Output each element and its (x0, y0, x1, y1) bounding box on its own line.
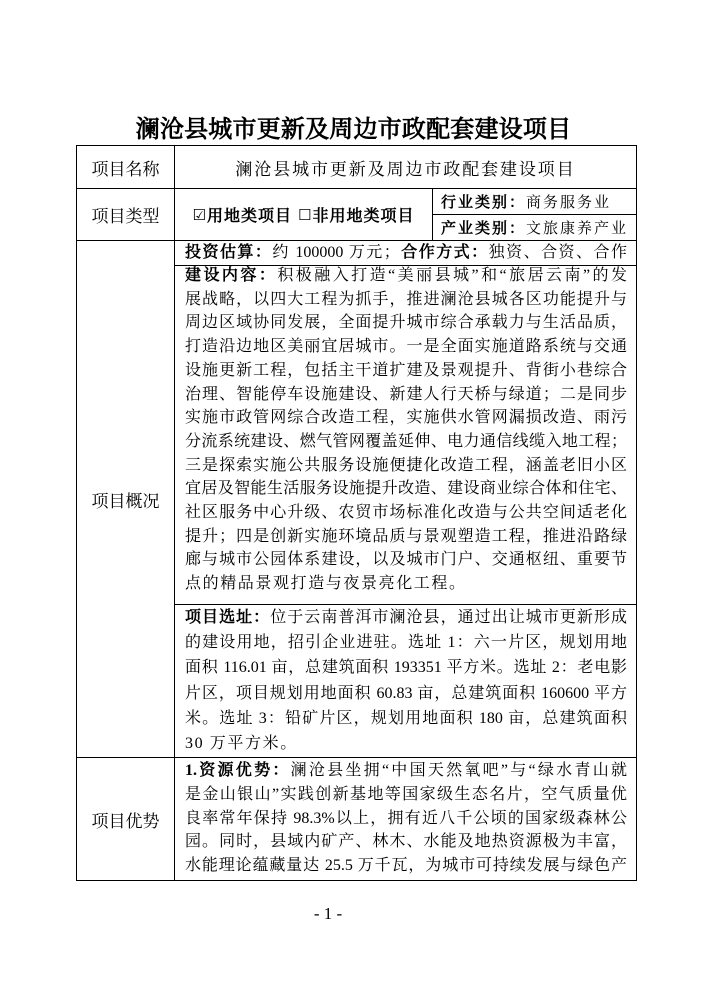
construction-line: 廊与城市公园体系建设，以及城市门户、交通枢纽、重要节 (185, 551, 627, 569)
investment-label: 投资估算： (185, 244, 273, 261)
advantages-line: 园。同时，县域内矿产、林木、水能及地热资源极为丰富， (185, 833, 627, 851)
cooperation-value: 独资、合资、合作 (488, 244, 627, 261)
site-cell (175, 605, 636, 757)
construction-line: 实施市政管网综合改造工程，实施供水管网漏损改造、雨污 (185, 409, 627, 427)
advantages-line: 良率常年保持 98.3%以上，拥有近八千公顷的国家级森林公 (185, 809, 627, 827)
site-line: 米。选址 3：铅矿片区，规划用地面积 180 亩，总建筑面积 (185, 709, 627, 727)
sector-category-value: 文旅康养产业 (526, 221, 629, 237)
construction-line (185, 264, 627, 288)
construction-line: 点的精品景观打造与夜景亮化工程。 (185, 575, 467, 593)
checked-checkbox-icon: ☑ (192, 205, 206, 224)
construction-line: 宜居及智能生活服务设施提升改造、建设商业综合体和住宅、 (185, 480, 627, 498)
industry-category (433, 189, 636, 214)
site-line (185, 605, 627, 630)
investment-line (185, 241, 627, 265)
page-number: - 1 - (313, 904, 343, 923)
unchecked-checkbox-icon: ☐ (298, 205, 312, 224)
site-label: 项目选址： (185, 609, 271, 626)
construction-cell (175, 266, 636, 604)
project-name-value: 澜沧县城市更新及周边市政配套建设项目 (235, 159, 576, 179)
project-name-label: 项目名称 (91, 159, 160, 180)
investment-value: 约 100000 万元； (272, 244, 400, 261)
construction-line: 提升；四是创新实施环境品质与景观塑造工程，推进沿路绿 (185, 527, 627, 545)
document-title: 澜沧县城市更新及周边市政配套建设项目 (135, 117, 572, 143)
sector-category (433, 215, 636, 240)
site-line: 的建设用地，招引企业进驻。选址 1：六一片区，规划用地 (185, 634, 627, 652)
construction-line: 周边区域协同发展，全面提升城市综合承载力与生活品质， (185, 314, 627, 332)
cooperation-label: 合作方式： (399, 244, 489, 261)
land-use-option-label: 用地类项目 (206, 208, 292, 225)
overview-label: 项目概况 (91, 491, 160, 512)
project-info-table (76, 145, 637, 881)
construction-text: 积极融入打造“美丽县城”和“旅居云南”的发 (277, 267, 627, 284)
construction-line: 社区服务中心升级、农贸市场标准化改造与公共空间适老化 (185, 504, 627, 522)
site-line: 面积 116.01 亩，总建筑面积 193351 平方米。选址 2：老电影 (185, 659, 627, 677)
construction-line: 分流系统建设、燃气管网覆盖延伸、电力通信线缆入地工程； (185, 432, 627, 450)
advantages-line: 是金山银山”实践创新基地等国家级生态名片，空气质量优 (185, 785, 627, 803)
resource-advantage-text: 澜沧县坐拥“中国天然氧吧”与“绿水青山就 (290, 762, 627, 779)
advantages-line: 水能理论蕴藏量达 25.5 万千瓦，为城市可持续发展与绿色产 (185, 857, 627, 874)
project-type-label: 项目类型 (91, 207, 160, 227)
construction-line: 治理、智能停车设施建设、新建人行天桥与绿道；二是同步 (185, 385, 627, 403)
advantages-cell (175, 758, 636, 880)
construction-line: 展战略，以四大工程为抓手，推进澜沧县城各区功能提升与 (185, 290, 627, 308)
advantages-line (185, 759, 627, 783)
construction-line: 三是探索实施公共服务设施便捷化改造工程，涵盖老旧小区 (185, 456, 627, 474)
investment-cell (175, 241, 636, 265)
construction-label: 建设内容： (185, 267, 278, 284)
sector-category-label: 产业类别： (441, 221, 527, 237)
site-line: 片区，项目规划用地面积 60.83 亩，总建筑面积 160600 平方 (185, 684, 627, 702)
advantages-label: 项目优势 (91, 811, 160, 832)
industry-category-label: 行业类别： (441, 195, 527, 211)
resource-advantage-label: 1.资源优势： (185, 762, 291, 779)
industry-category-value: 商务服务业 (526, 195, 612, 211)
project-type-options (175, 189, 432, 240)
non-land-use-option-label: 非用地类项目 (312, 208, 415, 225)
construction-line: 打造沿边地区美丽宜居城市。一是全面实施道路系统与交通 (185, 338, 627, 356)
site-text: 位于云南普洱市澜沧县，通过出让城市更新形成 (270, 609, 627, 626)
site-line: 30 万平方米。 (185, 735, 298, 753)
construction-line: 设施更新工程，包括主干道扩建及景观提升、背街小巷综合 (185, 361, 627, 379)
